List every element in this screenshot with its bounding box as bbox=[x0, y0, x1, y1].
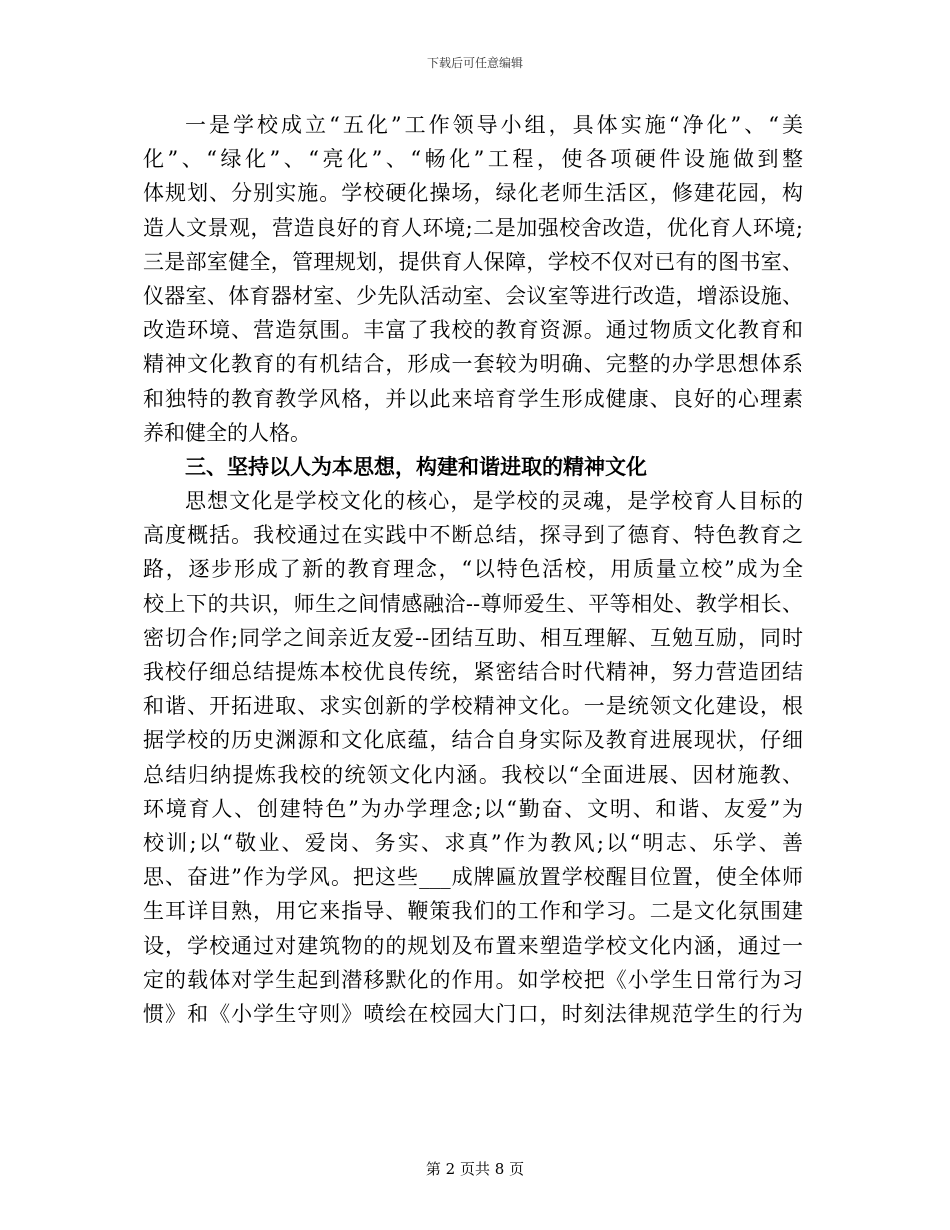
paragraph-1-line-10: 养和健全的人格。 bbox=[143, 420, 311, 445]
paragraph-2-line-14: 设，学校通过对建筑物的的规划及布置来塑造学校文化内涵，通过一 bbox=[143, 933, 803, 958]
paragraph-2-line-4: 校上下的共识，师生之间情感融洽--尊师爱生、平等相处、教学相长、 bbox=[143, 591, 803, 616]
page-number-footer: 第 2 页共 8 页 bbox=[425, 1160, 525, 1178]
paragraph-2-line-13: 生耳详目熟，用它来指导、鞭策我们的工作和学习。二是文化氛围建 bbox=[143, 899, 803, 924]
paragraph-1-line-7: 改造环境、营造氛围。丰富了我校的教育资源。通过物质文化教育和 bbox=[143, 318, 803, 343]
paragraph-1-line-6: 仪器室、体育器材室、少先队活动室、会议室等进行改造，增添设施、 bbox=[143, 283, 803, 308]
paragraph-1-line-9: 和独特的教育教学风格，并以此来培育学生形成健康、良好的心理素 bbox=[143, 386, 803, 411]
paragraph-1-line-8: 精神文化教育的有机结合，形成一套较为明确、完整的办学思想体系 bbox=[143, 352, 803, 377]
paragraph-1-line-4: 造人文景观，营造良好的育人环境;二是加强校舍改造，优化育人环境; bbox=[143, 215, 803, 240]
paragraph-2-line-8: 据学校的历史渊源和文化底蕴，结合自身实际及教育进展现状，仔细 bbox=[143, 728, 803, 753]
paragraph-2-line-16: 惯》和《小学生守则》喷绘在校园大门口，时刻法律规范学生的行为 bbox=[143, 1001, 803, 1026]
paragraph-2-line-5: 密切合作;同学之间亲近友爱--团结互助、相互理解、互勉互励，同时 bbox=[143, 625, 803, 650]
section-heading: 三、坚持以人为本思想，构建和谐进取的精神文化 bbox=[185, 454, 647, 479]
paragraph-2-line-6: 我校仔细总结提炼本校优良传统，紧密结合时代精神，努力营造团结 bbox=[143, 660, 803, 684]
paragraph-2-line-15: 定的载体对学生起到潜移默化的作用。如学校把《小学生日常行为习 bbox=[143, 967, 803, 992]
paragraph-1-line-3: 体规划、分别实施。学校硬化操场，绿化老师生活区，修建花园，构 bbox=[143, 181, 803, 206]
page-header: 下载后可任意编辑 bbox=[426, 56, 523, 70]
document-body bbox=[143, 108, 803, 1031]
paragraph-2-line-1: 思想文化是学校文化的核心，是学校的灵魂，是学校育人目标的 bbox=[185, 489, 803, 514]
paragraph-1-line-5: 三是部室健全，管理规划，提供育人保障，学校不仅对已有的图书室、 bbox=[143, 249, 803, 274]
paragraph-2-line-11: 校训;以“敬业、爱岗、务实、求真”作为教风;以“明志、乐学、善 bbox=[143, 830, 803, 855]
paragraph-2-line-3: 路，逐步形成了新的教育理念，“以特色活校，用质量立校”成为全 bbox=[143, 557, 803, 582]
paragraph-2-line-12: 思、奋进”作为学风。把这些___成牌匾放置学校醒目位置，使全体师 bbox=[143, 865, 803, 890]
paragraph-2-line-9: 总结归纳提炼我校的统领文化内涵。我校以“全面进展、因材施教、 bbox=[143, 762, 803, 787]
paragraph-1-line-2: 化”、“绿化”、“亮化”、“畅化”工程，使各项硬件设施做到整 bbox=[143, 147, 803, 172]
paragraph-2-line-7: 和谐、开拓进取、求实创新的学校精神文化。一是统领文化建设，根 bbox=[143, 694, 803, 719]
paragraph-2-line-10: 环境育人、创建特色”为办学理念;以“勤奋、文明、和谐、友爱”为 bbox=[143, 796, 803, 821]
paragraph-1-line-1: 一是学校成立“五化”工作领导小组，具体实施“净化”、“美 bbox=[185, 113, 803, 137]
paragraph-2-line-2: 高度概括。我校通过在实践中不断总结，探寻到了德育、特色教育之 bbox=[143, 523, 803, 548]
